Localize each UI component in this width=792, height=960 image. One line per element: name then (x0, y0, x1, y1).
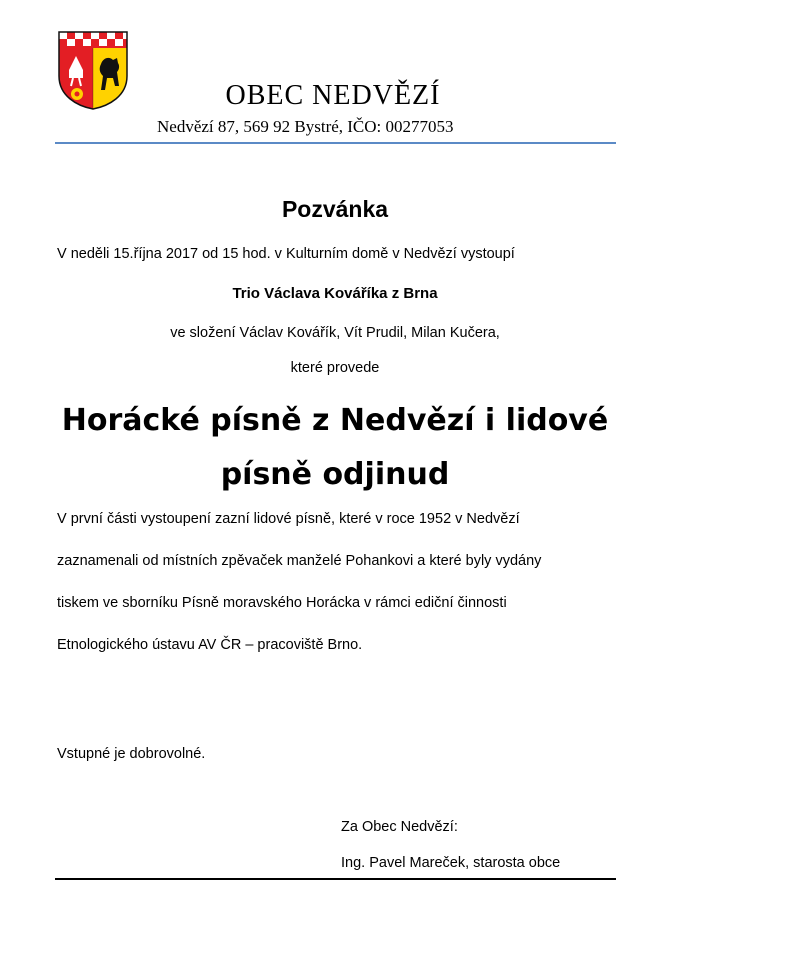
performer-provede: které provede (290, 360, 380, 376)
org-address: Nedvězí 87, 569 92 Bystré, IČO: 00277053 (157, 117, 454, 136)
program-title-line-2: písně odjinud (220, 457, 450, 492)
body-paragraph-line: tiskem ve sborníku Písně moravského Horácka v rámci ediční činnosti (57, 595, 507, 611)
invitation-title: Pozvánka (281, 196, 389, 222)
org-name: OBEC NEDVĚZÍ (225, 80, 441, 111)
admission-note: Vstupné je dobrovolné. (57, 746, 206, 762)
signature-org: Za Obec Nedvězí: (341, 819, 458, 835)
body-paragraph-line: V první části vystoupení zazní lidové písně, které v roce 1952 v Nedvězí (57, 511, 520, 527)
header-divider (55, 142, 616, 144)
body-paragraph-line: zaznamenali od místních zpěvaček manželé Pohankovi a které byly vydány (57, 553, 542, 569)
body-paragraph-line: Etnologického ústavu AV ČR – pracoviště Brno. (57, 637, 363, 653)
performer-members: ve složení Václav Kovářík, Vít Prudil, Milan Kučera, (170, 325, 500, 341)
program-title-line-1: Horácké písně z Nedvězí i lidové (61, 403, 609, 438)
performer-name: Trio Václava Kováříka z Brna (232, 285, 438, 302)
footer-divider (55, 878, 616, 880)
signature-name: Ing. Pavel Mareček, starosta obce (341, 855, 561, 871)
invitation-intro: V neděli 15.října 2017 od 15 hod. v Kulturním domě v Nedvězí vystoupí (57, 246, 515, 262)
program-title (0, 394, 670, 502)
